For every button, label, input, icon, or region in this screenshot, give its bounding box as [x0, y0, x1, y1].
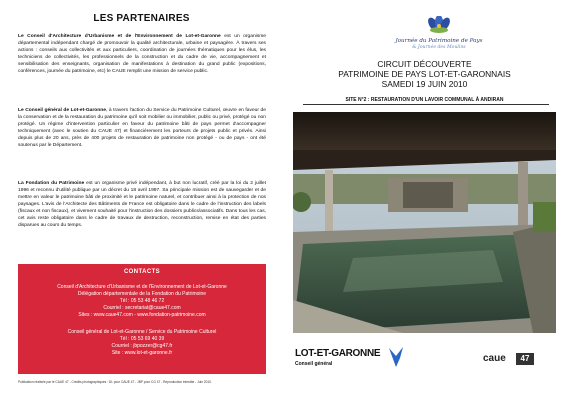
credits-footer: Publication réalisée par le CAUE 47 - Crédits photographiques : DL pour CAUE 47 - JBP pour CG 47 - Reproduction interdite - Juin 2010.	[18, 380, 212, 384]
event-title	[283, 59, 566, 89]
conseil-general-label: Conseil général	[295, 361, 333, 367]
fondation-name: La Fondation du Patrimoine	[18, 181, 85, 186]
logo-line-2: & Journée des Moulins	[412, 45, 466, 50]
contacts-block-conseil-general	[18, 329, 266, 357]
paragraph-fondation	[18, 180, 266, 229]
contact-sites[interactable]: Sites : www.caue47.com - www.fondation-patrimoine.com	[78, 312, 206, 318]
conseil-general-name: Le Conseil général de Lot-et-Garonne	[18, 108, 106, 113]
contacts-box	[18, 264, 266, 374]
fondation-description: est un organisme privé indépendant, à but non lucratif, créé par la loi du 2 juillet 1996 et reconnu d'utilité publique par un décret du 18 avril 1997. Sa principale mission est de sauvegarder et de mettre en valeur le patrimoine bâti de proximité et le patrimoine naturel, et contribuer ainsi à la protection de nos paysages. L'avis de l'Architecte des Bâtiments de France est obligatoire dans le cadre de l'instruction des labels (fiscaux et non fiscaux), et vivement souhaité pour l'instruction des dossiers publics/associatifs. Dans tous les cas, cet avis reste obligatoire dans le cadre de travaux de destruction, reconstruction, remise en état des parties disparues au cours du temps.	[18, 181, 267, 229]
contact-phone: Tél : 05 53 69 40 39	[119, 336, 165, 342]
lot-et-garonne-logo	[295, 348, 405, 378]
contact-line: Délégation départementale de la Fondation du Patrimoine	[77, 291, 207, 297]
contact-line: Conseil général de Lot-et-Garonne / Service du Patrimoine Culturel	[67, 329, 217, 335]
contact-email[interactable]: Courriel : secretariat@caue47.com	[103, 305, 181, 311]
logo-line-1: Journée du Patrimoine de Pays	[395, 38, 483, 44]
caue-logo-text: caue	[483, 353, 506, 364]
caue-name: Le Conseil d'Architecture d'Urbanisme et de l'Environnement de Lot-et-Garonne	[18, 34, 221, 39]
lot-et-garonne-emblem-icon	[387, 346, 405, 368]
contact-phone: Tél : 05 53 48 46 72	[119, 298, 165, 304]
right-panel	[283, 0, 566, 400]
event-line-1: CIRCUIT DÉCOUVERTE	[377, 59, 472, 69]
conseil-general-description: , à travers l'action du Service du Patrimoine Culturel, œuvre en faveur de la conservation et de la restauration du patrimoine qu'il soit mobilier ou immobilier, public ou privé, protégé ou non protégé. Un régime d'intervention particulier en faveur du patrimoine bâti de pays permet d'accompagner techniquement (avec le soutien du CAUE 47) et financièrement les porteurs de projets public et privés. Ainsi depuis plus de 20 ans, près de 400 projets de restauration de patrimoine non protégé - ou de pays - ont été soutenus par le Département.	[18, 108, 267, 149]
caue-logo	[483, 353, 543, 367]
event-line-2: PATRIMOINE DE PAYS LOT-ET-GARONNAIS	[338, 69, 511, 79]
event-date: SAMEDI 19 JUIN 2010	[381, 79, 468, 89]
paragraph-caue	[18, 33, 266, 75]
paragraph-conseil-general	[18, 107, 266, 149]
caue-description: est un organisme départemental indépendant chargé de promouvoir la qualité architecturale, urbaine et paysagère. À travers ses actions : conseils aux collectivités et aux particuliers, coordination de journées thématiques pour les élus, les techniciens de collectivités, les professionnels de la construction et du cadre de vie, accompagnement et sensibilisation des enseignants, organisation de manifestations à destination du grand public (expositions, conférences, journée du patrimoine, etc) le CAUE remplit une mission de service public.	[18, 34, 266, 75]
lot-et-garonne-name: LOT-ET-GARONNE	[295, 348, 381, 359]
divider	[303, 104, 549, 105]
flower-logo-icon	[389, 16, 489, 38]
caue-logo-number: 47	[516, 353, 534, 365]
page-title: LES PARTENAIRES	[93, 13, 190, 24]
contacts-block-caue	[18, 284, 266, 319]
contact-site[interactable]: Site : www.lot-et-garonne.fr	[111, 350, 173, 356]
lavoir-photo	[293, 112, 556, 333]
journee-patrimoine-logo	[389, 16, 489, 52]
contact-email[interactable]: Courriel : jbpozzer@cg47.fr	[111, 343, 173, 349]
contacts-heading: CONTACTS	[123, 269, 161, 275]
site-caption: SITE N°2 : RESTAURATION D'UN LAVOIR COMMUNAL À ANDIRAN	[345, 97, 504, 103]
contact-line: Conseil d'Architecture d'Urbanisme et de l'Environnement de Lot-et-Garonne	[57, 284, 227, 290]
